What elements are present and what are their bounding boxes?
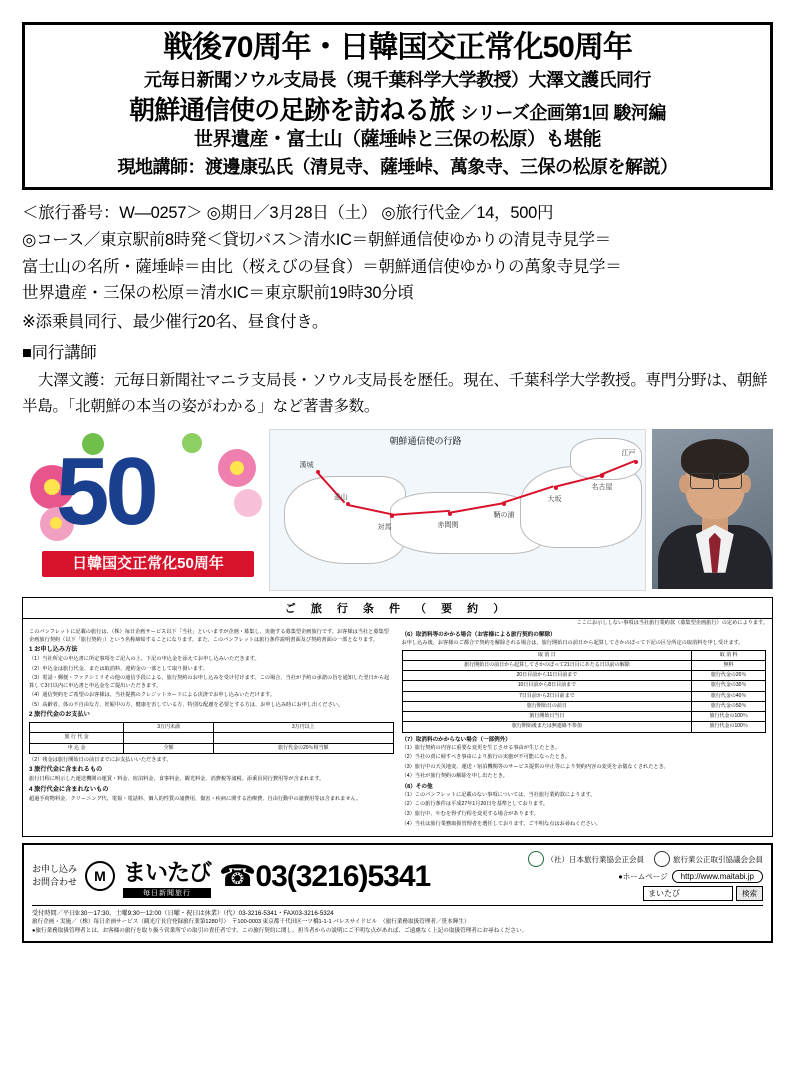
glasses-icon xyxy=(718,473,742,489)
detail-note: ※添乗員同行、最少催行20名、昼食付き。 xyxy=(22,313,329,332)
table-row xyxy=(30,743,394,753)
association-badges xyxy=(528,851,764,867)
cancel-cell: 旅行代金の100％ xyxy=(692,712,766,722)
anniversary-logo xyxy=(22,429,263,589)
table-row xyxy=(402,701,766,711)
cancel-cell: 旅行代金の30％ xyxy=(692,681,766,691)
cancel-cell: 10日目前から8日目前まで xyxy=(402,681,692,691)
glasses-icon xyxy=(690,473,714,489)
conditions-text: （2）残金は旅行開始日の前日までにお支払いいただきます。 xyxy=(29,756,172,763)
conditions-intro: このパンフレットに記載の旅行は、（株）毎日企画サービス以下「当社」といいますが企画・募集し、実施する募集型企画旅行です。お客様は当社と募集型企画旅行契約（以下「旅行契約」）という名称締結することになります。また、このパンフレットは旅行条件説明書面及び契約書面の一部となります。 xyxy=(29,628,389,643)
map-landmass xyxy=(570,438,642,480)
map-stop-dot xyxy=(600,474,604,478)
conditions-h-payment: 2 旅行代金のお支払い xyxy=(29,711,90,719)
map-label: 大坂 xyxy=(547,495,562,503)
payment-th-2: 3万円以上 xyxy=(213,723,393,733)
brand-name xyxy=(123,854,211,898)
map-title: 朝鮮通信使の行路 xyxy=(389,435,462,446)
contact-footer xyxy=(22,843,773,943)
conditions-subnote: ここにお示ししない事項は当社旅行業約款（募集型企画旅行）の定めによります。 xyxy=(576,619,768,626)
company-registration: 旅行企画・実施／（株）毎日企画サービス（観光庁長官登録旅行業第1280号） 〒100-0003 東京都千代田区一ツ橋1-1-1 パレスサイドビル （旅行業務取扱管理者／笹本輝生） xyxy=(32,919,470,926)
map-stop-dot xyxy=(390,514,394,518)
website-url[interactable]: http://www.maitabi.jp xyxy=(672,870,763,883)
tour-details xyxy=(22,200,773,366)
map-stop-dot xyxy=(502,502,506,506)
flower-center-icon xyxy=(230,461,244,475)
conditions-text: お申し込み後、お客様のご都合で契約を解除される場合は、旅行開始日の前日から起算してさかのぼって下記の区分所定の取消料を申し受けます。 xyxy=(401,640,744,647)
jata-label: （社）日本旅行業協会正会員 xyxy=(546,854,644,864)
payment-cell: 全額 xyxy=(124,743,214,753)
cancel-cell: 旅行代金の100％ xyxy=(692,722,766,732)
title-box xyxy=(22,22,773,190)
payment-cell: 申 込 金 xyxy=(30,743,124,753)
lecturer-heading: ■同行講師 xyxy=(22,343,97,362)
detail-line-1: ＜旅行番号：W—0257＞ ◎期日／3月28日（土） ◎旅行代金／14，500円 xyxy=(22,204,554,223)
payment-th-0 xyxy=(30,723,124,733)
table-row xyxy=(402,660,766,670)
conditions-text: （5）高齢者、体の不自由な方、妊娠中の方、健康を害している方、特別な配慮を必要とする方は、お申し込み時にお申し出ください。 xyxy=(29,701,344,708)
cancellation-table xyxy=(402,650,767,733)
map-stop-dot xyxy=(634,460,638,464)
cancel-th-1: 取 消 料 xyxy=(692,650,766,660)
conditions-text: （4）当社は旅行業務取扱管理者を選任しております。ご不明な点はお尋ねください。 xyxy=(401,820,602,827)
logo-number: 50 xyxy=(56,437,155,545)
map-label: 江戸 xyxy=(621,449,636,457)
conditions-h-apply: 1 お申し込み方法 xyxy=(29,646,78,654)
jata-badge xyxy=(528,851,645,867)
detail-line-2: ◎コース／東京駅前8時発＜貸切バス＞清水IC＝朝鮮通信使ゆかりの清見寺見学＝ xyxy=(22,230,611,249)
map-label: 漢城 xyxy=(299,461,314,469)
payment-th-1: 3万円未満 xyxy=(124,723,214,733)
map-label: 対馬 xyxy=(377,523,392,531)
title-line-5: 現地講師：渡邊康弘氏（清見寺、薩埵峠、萬象寺、三保の松原を解説） xyxy=(117,156,678,177)
map-stop-dot xyxy=(448,512,452,516)
conditions-text: （1）当社所定の申込書に所定事項をご記入の上、下記の申込金を添えてお申し込みいただきます。 xyxy=(29,656,260,663)
fair-trade-badge xyxy=(654,851,763,867)
phone-icon: ☎ xyxy=(219,859,256,893)
conditions-text: （4）通信契約をご希望のお客様は、当社提携のクレジットカードによる決済でお申し込みいただけます。 xyxy=(29,692,275,699)
tour-title-sub: シリーズ企画第1回 駿河編 xyxy=(460,102,666,123)
title-line-2: 元毎日新聞ソウル支局長（現千葉科学大学教授）大澤文護氏同行 xyxy=(144,69,651,90)
map-stop-dot xyxy=(346,502,350,506)
conditions-text: 超過手荷物料金、クリーニング代、電報・電話料、個人的性質の諸費用、傷害・疾病に関する治療費、自由行動中の諸費用等は含まれません。 xyxy=(29,795,362,802)
detail-line-4: 世界遺産・三保の松原＝清水IC＝東京駅前19時30分頃 xyxy=(22,284,414,303)
cancel-th-0: 取 消 日 xyxy=(402,650,692,660)
search-row[interactable] xyxy=(643,886,763,901)
map-label: 赤間関 xyxy=(437,521,459,529)
table-row xyxy=(30,733,394,743)
cancel-cell: 旅行開始日当日 xyxy=(402,712,692,722)
apply-label xyxy=(32,863,77,889)
travel-conditions xyxy=(22,597,773,837)
fair-trade-ring-icon xyxy=(654,851,670,867)
map-stop-dot xyxy=(316,470,320,474)
glasses-bridge-icon xyxy=(712,479,718,481)
conditions-text: （1）このパンフレットに記載のない事項については、当社旅行業約款によります。 xyxy=(401,791,596,798)
search-button[interactable]: 検索 xyxy=(736,886,763,901)
cancel-cell: 旅行代金の20％ xyxy=(692,671,766,681)
other-heading: （8）その他 xyxy=(401,783,433,790)
brand-text: まいたび xyxy=(123,859,212,886)
tour-title-main: 朝鮮通信使の足跡を訪ねる旅 xyxy=(129,94,455,125)
search-input[interactable]: まいたび xyxy=(643,886,733,901)
map-landmass xyxy=(390,492,542,554)
payment-cell: 旅 行 代 金 xyxy=(30,733,124,743)
conditions-h-excluded: 4 旅行代金に含まれないもの xyxy=(29,785,109,793)
payment-cell xyxy=(124,733,214,743)
conditions-heading: ご 旅 行 条 件 （ 要 約 ） xyxy=(23,598,772,619)
conditions-text: （1）旅行契約の内容に重要な変更を生じさせる事由が生じたとき。 xyxy=(401,744,560,751)
cancel-cell: 旅行代金の40％ xyxy=(692,691,766,701)
conditions-text: （2）この旅行条件は平成27年1月20日を基準としております。 xyxy=(401,801,549,808)
logo-caption-bar xyxy=(42,551,254,577)
phone-text: 03(3216)5341 xyxy=(255,859,431,893)
footer-fineprint xyxy=(32,905,763,935)
leaf-icon xyxy=(182,433,202,453)
brand-subtext: 毎日新聞旅行 xyxy=(123,888,211,898)
payment-cell xyxy=(213,733,393,743)
conditions-text: （3）旅行中の天災地変、運送・宿泊機関等のサービス提供の中止等により契約内容の変更を余儀なくされたとき。 xyxy=(401,763,669,770)
title-line-3 xyxy=(33,95,762,126)
map-label: 鞆の浦 xyxy=(493,511,515,519)
lecturer-bio: 大澤文護：元毎日新聞社マニラ支局長・ソウル支局長を歴任。現在、千葉科学大学教授。専門分野は、朝鮮半島。「北朝鮮の本当の姿がわかる」など著書多数。 xyxy=(22,372,768,415)
conditions-text: （2）申込金は旅行代金、または取消料、違約金の一部として取り扱います。 xyxy=(29,665,208,672)
conditions-text: （4）当社が旅行契約の解除を申し出たとき。 xyxy=(401,773,508,780)
mainichi-m-logo-icon: M xyxy=(85,861,115,891)
map-label: 名古屋 xyxy=(591,483,613,491)
manager-note: ●旅行業務取扱管理者とは、お客様の旅行を取り扱う営業所での取引の責任者です。この旅行契約に関し、担当者からの説明にご不明な点があれば、ご遠慮なく上記の取扱管理者にお尋ねください。 xyxy=(32,927,528,934)
conditions-h-included: 3 旅行代金に含まれるもの xyxy=(29,766,103,774)
telephone-number[interactable] xyxy=(219,859,430,894)
payment-table xyxy=(29,722,394,754)
map-label: 釜山 xyxy=(333,493,348,501)
cancel-cell: 旅行開始後または無連絡不参加 xyxy=(402,722,692,732)
map-stop-dot xyxy=(554,486,558,490)
fair-trade-label: 旅行業公正取引協議会会員 xyxy=(673,854,763,864)
no-cancel-heading: （7）取消料のかからない場合（一部例外） xyxy=(401,736,511,743)
cancel-cell: 無料 xyxy=(692,660,766,670)
apply-line-1: お申し込み xyxy=(32,864,78,875)
title-line-1: 戦後70周年・日韓国交正常化50周年 xyxy=(163,31,632,64)
table-row xyxy=(402,691,766,701)
cancel-heading: （6）取消料等のかかる場合（お客様による旅行契約の解除） xyxy=(401,631,556,638)
table-row xyxy=(402,671,766,681)
detail-line-3: 富士山の名所・薩埵峠＝由比（桜えびの昼食）＝朝鮮通信使ゆかりの萬象寺見学＝ xyxy=(22,257,622,276)
table-row xyxy=(402,712,766,722)
table-row xyxy=(402,681,766,691)
flower-icon xyxy=(234,489,262,517)
homepage-label: ●ホームページ xyxy=(618,872,668,882)
payment-cell: 旅行代金の20％相当額 xyxy=(213,743,393,753)
jata-ring-icon xyxy=(528,851,544,867)
table-row xyxy=(402,722,766,732)
cancel-cell: 20日目前から11日目前まで xyxy=(402,671,692,681)
apply-line-2: お問合わせ xyxy=(32,877,78,888)
route-map xyxy=(269,429,646,591)
business-hours: 受付時間／平日9:30～17:30、土曜9:30～12:00（日曜・祝日は休業）（代）03-3216-5341・FAX03-3216-5324 xyxy=(32,910,334,918)
cancel-cell: 旅行開始日の前日から起算してさかのぼって21日目にあたる日以前の解除 xyxy=(402,660,692,670)
conditions-left-column xyxy=(29,629,394,830)
conditions-text: （3）旅行中、やむを得ず行程を変更する場合があります。 xyxy=(401,811,539,818)
homepage-row xyxy=(618,870,763,883)
conditions-right-column xyxy=(402,629,767,830)
conditions-text: 旅行日程に明示した運送機関の運賃・料金、宿泊料金、食事料金、観光料金、消費税等諸税、添乗員同行費用等が含まれます。 xyxy=(29,776,325,783)
cancel-cell: 7日目前から2日目前まで xyxy=(402,691,692,701)
cancel-cell: 旅行開始日の前日 xyxy=(402,701,692,711)
map-landmass xyxy=(284,476,406,564)
logo-caption: 日韓国交正常化50周年 xyxy=(72,554,224,572)
title-line-4: 世界遺産・富士山（薩埵峠と三保の松原）も堪能 xyxy=(193,129,601,151)
portrait-ear xyxy=(679,475,690,493)
conditions-text: （3）電話・郵便・ファクシミリその他の通信手段による、旅行契約のお申し込みを受け付けます。この場合、当社が予約の承諾の旨を通知した翌日から起算して3日以内に申込書と申込金をご提出いただきます。 xyxy=(29,675,390,689)
media-row xyxy=(22,429,773,589)
lecturer-portrait xyxy=(652,429,773,589)
conditions-text: （2）当社の責に帰すべき事由により旅行の実施が不可能になったとき。 xyxy=(401,754,571,761)
cancel-cell: 旅行代金の50％ xyxy=(692,701,766,711)
